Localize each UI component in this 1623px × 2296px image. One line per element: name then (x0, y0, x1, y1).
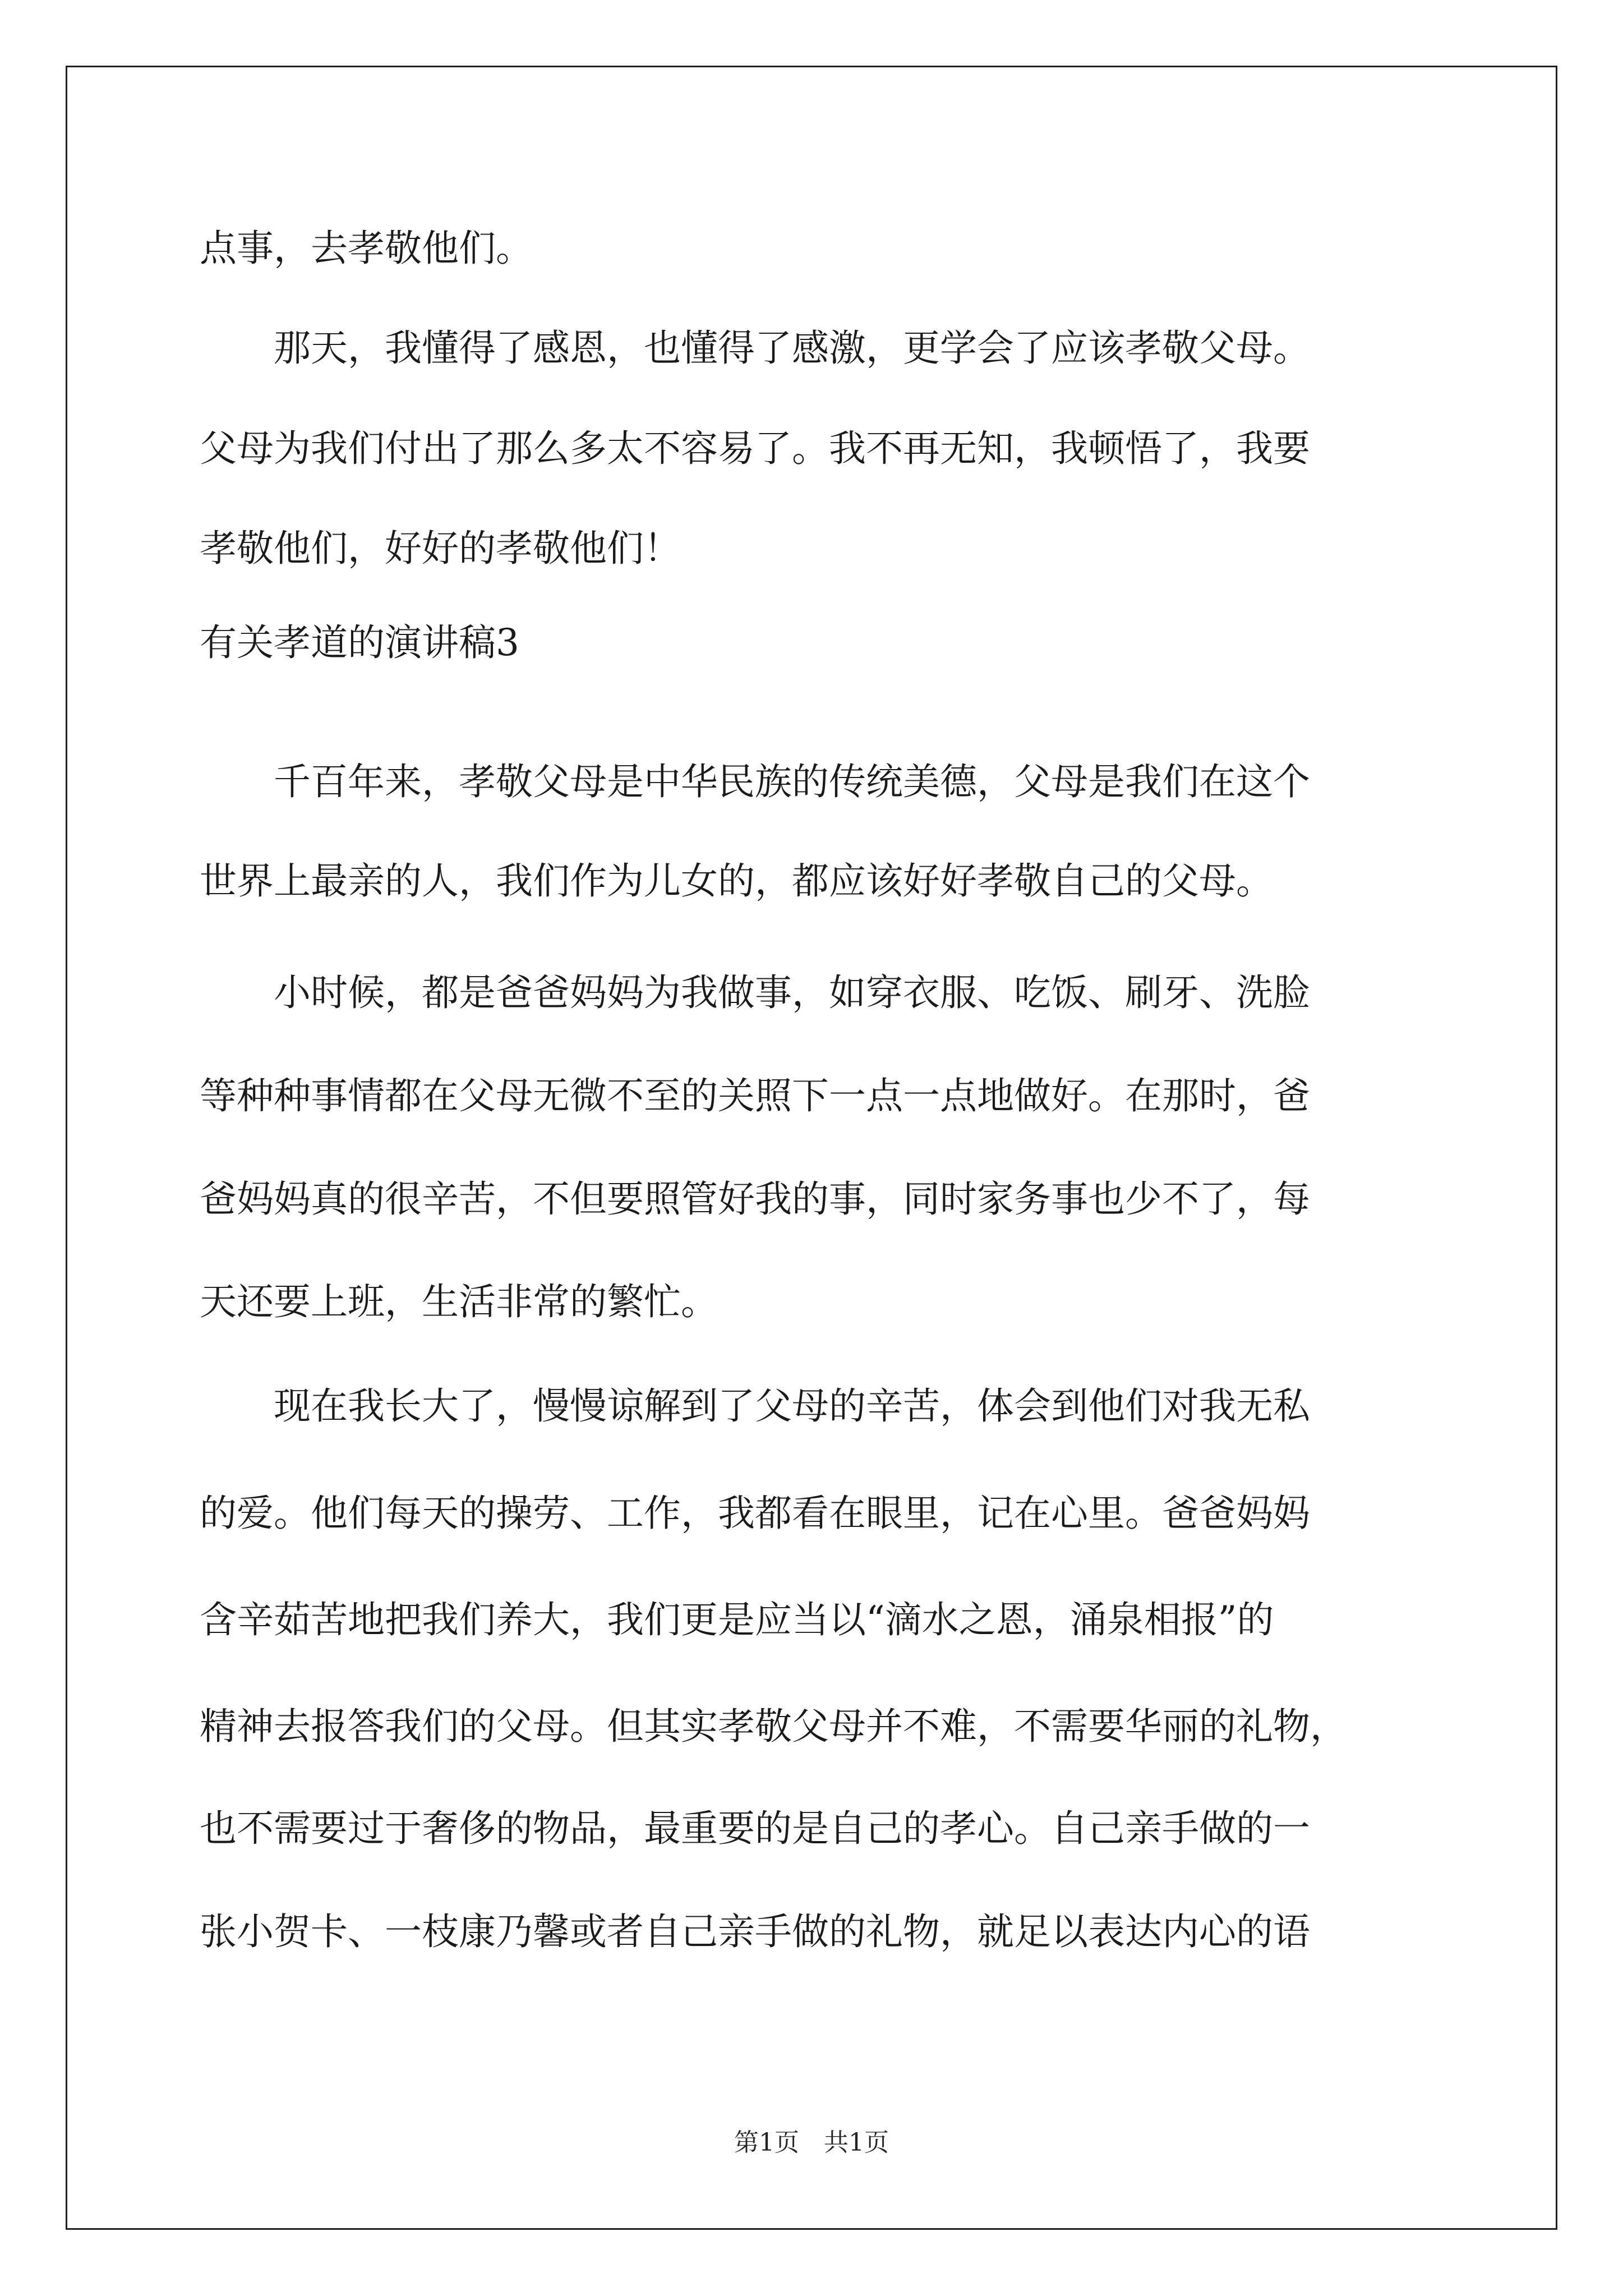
text-line: 现在我长大了，慢慢谅解到了父母的辛苦，体会到他们对我无私 (200, 1384, 1310, 1428)
text-line: 那天，我懂得了感恩，也懂得了感激，更学会了应该孝敬父母。 (200, 326, 1310, 370)
text-line: 张小贺卡、一枝康乃馨或者自己亲手做的礼物，就足以表达内心的语 (200, 1910, 1310, 1953)
text-line: 点事，去孝敬他们。 (200, 227, 533, 270)
text-line: 世界上最亲的人，我们作为儿女的，都应该好好孝敬自己的父母。 (200, 859, 1273, 903)
text-line: 爸妈妈真的很辛苦，不但要照管好我的事，同时家务事也少不了，每 (200, 1177, 1310, 1221)
text-line: 精神去报答我们的父母。但其实孝敬父母并不难，不需要华丽的礼物， (200, 1705, 1347, 1748)
text-line: 千百年来，孝敬父母是中华民族的传统美德，父母是我们在这个 (200, 760, 1310, 803)
text-line: 孝敬他们，好好的孝敬他们！ (200, 527, 681, 570)
text-line: 的爱。他们每天的操劳、工作，我都看在眼里，记在心里。爸爸妈妈 (200, 1492, 1310, 1535)
text-line: 小时候，都是爸爸妈妈为我做事，如穿衣服、吃饭、刷牙、洗脸 (200, 971, 1310, 1014)
text-line: 含辛茹苦地把我们养大，我们更是应当以“滴水之恩，涌泉相报”的 (200, 1598, 1274, 1641)
text-line: 天还要上班，生活非常的繁忙。 (200, 1280, 718, 1323)
text-line: 等种种事情都在父母无微不至的关照下一点一点地做好。在那时，爸 (200, 1074, 1310, 1117)
text-line: 也不需要过于奢侈的物品，最重要的是自己的孝心。自己亲手做的一 (200, 1807, 1310, 1850)
page-number: 第1页 共1页 (734, 2128, 889, 2157)
section-heading: 有关孝道的演讲稿3 (200, 621, 519, 664)
text-line: 父母为我们付出了那么多太不容易了。我不再无知，我顿悟了，我要 (200, 427, 1310, 470)
